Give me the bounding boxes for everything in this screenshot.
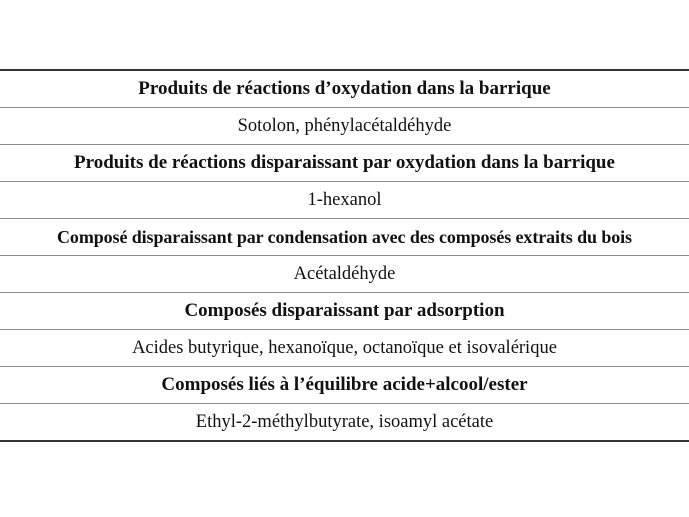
table-row [0,293,689,330]
compounds-table-container [0,69,689,442]
section-value: Acétaldéhyde [0,256,689,293]
table-row [0,145,689,182]
table-row [0,219,689,256]
table-row [0,330,689,367]
table-row [0,182,689,219]
table-row [0,367,689,404]
compounds-table [0,69,689,442]
section-value: Sotolon, phénylacétaldéhyde [0,108,689,145]
section-header-oxidation-products: Produits de réactions d’oxydation dans la barrique [0,70,689,108]
section-header-condensation: Composé disparaissant par condensation avec des composés extraits du bois [0,219,689,256]
section-header-disappearing-by-oxidation: Produits de réactions disparaissant par oxydation dans la barrique [0,145,689,182]
section-header-acid-alcohol-ester: Composés liés à l’équilibre acide+alcool/ester [0,367,689,404]
table-row [0,70,689,108]
section-value: Ethyl-2-méthylbutyrate, isoamyl acétate [0,404,689,442]
table-row [0,404,689,442]
table-row [0,256,689,293]
section-value: Acides butyrique, hexanoïque, octanoïque et isovalérique [0,330,689,367]
section-value: 1-hexanol [0,182,689,219]
section-header-adsorption: Composés disparaissant par adsorption [0,293,689,330]
table-row [0,108,689,145]
